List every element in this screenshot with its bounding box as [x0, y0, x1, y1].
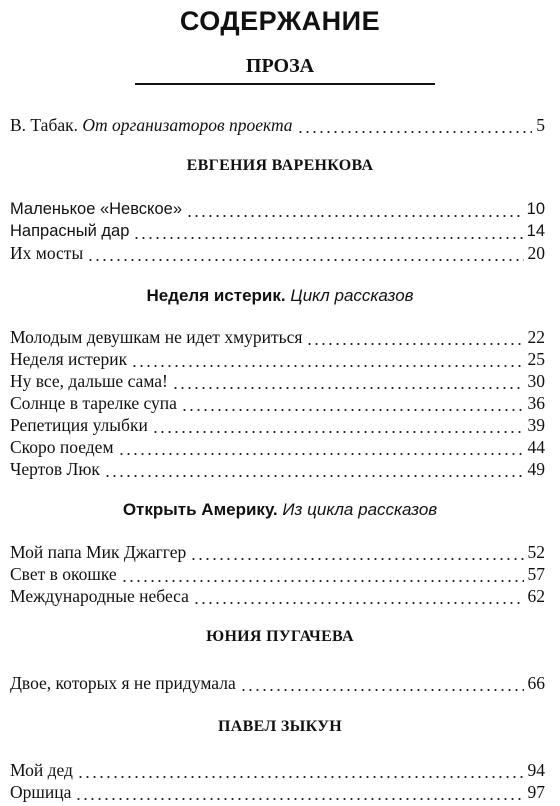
toc-entry-title: Ну все, дальше сама! [10, 371, 168, 391]
dot-leader [121, 562, 524, 586]
dot-leader [190, 540, 523, 564]
toc-entry-title: Солнце в тарелке супа [10, 393, 177, 413]
toc-page-number: 39 [527, 415, 545, 435]
toc-entry-title: Скоро поедем [10, 437, 114, 457]
toc-page-number: 25 [527, 349, 545, 369]
toc-entry [10, 219, 545, 243]
toc-entry [10, 197, 545, 221]
toc-page-number: 5 [536, 115, 545, 135]
toc-page-number: 22 [527, 327, 545, 347]
toc-entry [10, 391, 545, 415]
dot-leader [297, 113, 533, 137]
author-heading: ЕВГЕНИЯ ВАРЕНКОВА [186, 157, 374, 174]
toc-entry [10, 435, 545, 459]
author-heading: ЮНИЯ ПУГАЧЕВА [206, 628, 354, 645]
toc-entry [10, 325, 545, 349]
toc-entry-title: Оршица [10, 782, 72, 802]
toc-entry-title: Мой папа Мик Джаггер [10, 542, 187, 562]
dot-leader [87, 241, 523, 265]
toc-entry [10, 347, 545, 371]
toc-entry [10, 584, 545, 608]
toc-page-number: 57 [527, 564, 545, 584]
toc-entry [10, 369, 545, 393]
dot-leader [104, 457, 524, 481]
toc-entry-title: Чертов Люк [10, 459, 100, 479]
cycle-title: Неделя истерик. [146, 286, 286, 305]
toc-entry-title [10, 113, 293, 137]
toc-entry-author: В. Табак. [10, 115, 78, 135]
toc-page-number: 52 [527, 542, 545, 562]
toc-entry [10, 241, 545, 265]
dot-leader [152, 413, 524, 437]
toc-entry [10, 562, 545, 586]
dot-leader [181, 391, 524, 415]
toc-entry-title: Неделя истерик [10, 349, 128, 369]
dot-leader [306, 325, 523, 349]
section-divider [135, 83, 435, 85]
toc-entry-title: Напрасный дар [10, 222, 130, 240]
section-title: ПРОЗА [245, 55, 315, 77]
toc-entry-title: Молодым девушкам не идет хмуриться [10, 327, 303, 347]
toc-entry [10, 780, 545, 804]
toc-entry-title: Международные небеса [10, 586, 189, 606]
toc-entry-italic-title: От организаторов проекта [82, 115, 293, 135]
toc-entry-title: Их мосты [10, 243, 84, 263]
cycle-title: Открыть Америку. [122, 500, 278, 519]
toc-page-number: 44 [527, 437, 545, 457]
toc-entry [10, 540, 545, 564]
cycle-subtitle: Цикл рассказов [290, 286, 414, 305]
dot-leader [75, 780, 523, 804]
toc-entry [10, 671, 545, 695]
toc-page-number: 97 [527, 782, 545, 802]
cycle-heading [0, 500, 560, 520]
page-title: СОДЕРЖАНИЕ [179, 6, 381, 36]
toc-page-number: 62 [527, 586, 545, 606]
dot-leader [133, 219, 522, 243]
toc-entry-title: Мой дед [10, 760, 73, 780]
toc-entry-title: Свет в окошке [10, 564, 117, 584]
toc-entry-title: Маленькое «Невское» [10, 200, 182, 218]
toc-entry [10, 457, 545, 481]
dot-leader [131, 347, 523, 371]
cycle-heading [0, 286, 560, 306]
toc-page-number: 49 [527, 459, 545, 479]
author-heading: ПАВЕЛ ЗЫКУН [218, 718, 342, 735]
toc-page-number: 66 [527, 673, 545, 693]
dot-leader [77, 758, 524, 782]
toc-entry [10, 758, 545, 782]
toc-page-number: 10 [526, 200, 545, 218]
dot-leader [172, 369, 524, 393]
dot-leader [193, 584, 524, 608]
toc-entry-title: Репетиция улыбки [10, 415, 148, 435]
dot-leader [186, 197, 523, 221]
toc-entry-title: Двое, которых я не придумала [10, 673, 236, 693]
toc-page-number: 20 [527, 243, 545, 263]
dot-leader [118, 435, 524, 459]
toc-entry-intro [10, 113, 545, 137]
toc-page-number: 14 [526, 222, 545, 240]
cycle-subtitle: Из цикла рассказов [282, 500, 438, 519]
dot-leader [240, 671, 524, 695]
toc-page-number: 94 [527, 760, 545, 780]
toc-page-number: 30 [527, 371, 545, 391]
toc-entry [10, 413, 545, 437]
toc-page-number: 36 [527, 393, 545, 413]
